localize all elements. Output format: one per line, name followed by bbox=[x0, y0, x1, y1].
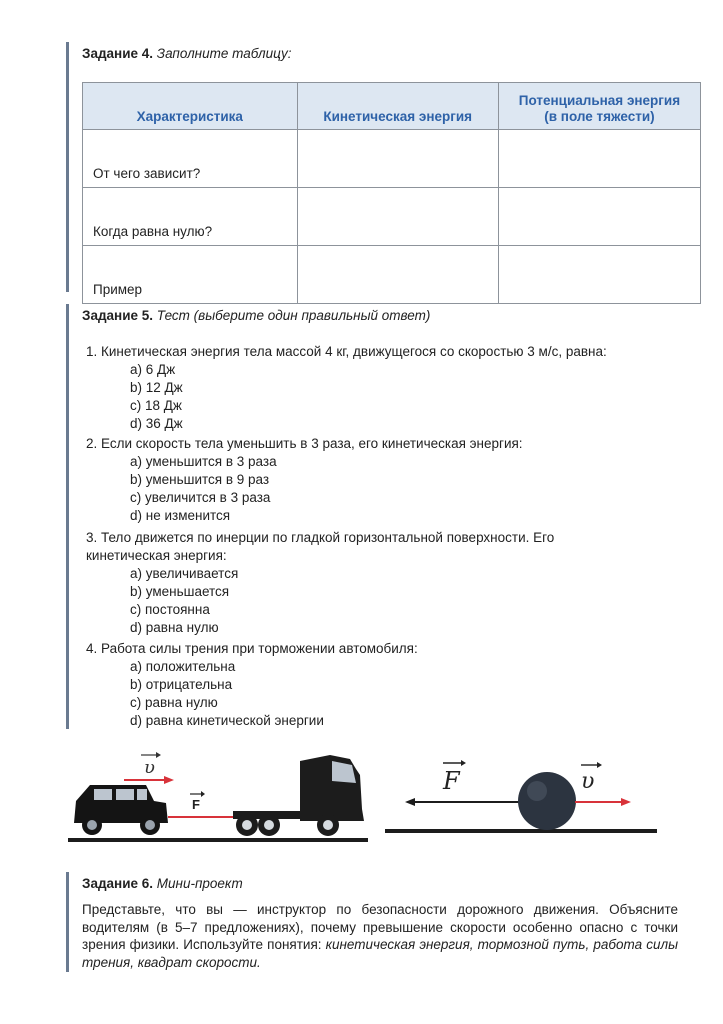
velocity-symbol-left: υ bbox=[144, 757, 155, 778]
ball bbox=[518, 772, 576, 830]
answer-option[interactable]: c) увеличится в 3 раза bbox=[130, 490, 271, 505]
road-line bbox=[68, 838, 368, 842]
velocity-symbol: υ bbox=[581, 769, 595, 794]
row-label: Когда равна нулю? bbox=[83, 188, 298, 246]
task5-title: Задание 5. Тест (выберите один правильный ответ) bbox=[82, 308, 431, 323]
row-label: От чего зависит? bbox=[83, 130, 298, 188]
question-1: 1. Кинетическая энергия тела массой 4 кг, движущегося со скоростью 3 м/с, равна: a) 6 Дж b) 12 Дж c) 18 Дж d) 36 Дж bbox=[86, 343, 686, 433]
surface-line bbox=[385, 829, 657, 833]
answer-option[interactable]: a) уменьшится в 3 раза bbox=[130, 454, 277, 469]
force-arrow-head bbox=[405, 798, 415, 806]
answer-option[interactable]: c) равна нулю bbox=[130, 695, 218, 710]
force-symbol: F bbox=[443, 767, 460, 795]
velocity-arrow-head bbox=[621, 798, 631, 806]
task6-text: Представьте, что вы — инструктор по безопасности дорожного движения. Объясните водителям (в 5–7 предложениях), почему превышение скорости особенно опасно с точки зрения физики. Используйте понятия: кинетическая энергия, тормозной путь, работа силы трения, квадрат скорости. bbox=[82, 902, 679, 970]
suv-car bbox=[74, 785, 168, 835]
answer-option[interactable]: a) положительна bbox=[130, 659, 236, 674]
task4-table bbox=[82, 82, 701, 304]
velocity-arrow-head-small bbox=[156, 752, 161, 758]
empty-cell[interactable] bbox=[297, 188, 498, 246]
empty-cell[interactable] bbox=[498, 130, 700, 188]
truck bbox=[233, 755, 364, 836]
ball-illustration bbox=[385, 755, 657, 845]
answer-option[interactable]: d) не изменится bbox=[130, 508, 231, 523]
question-3: 3. Тело движется по инерции по гладкой горизонтальной поверхности. Его кинетическая энергия: a) увеличивается b) уменьшается c) постоянна d) равна нулю bbox=[86, 529, 606, 637]
answer-option[interactable]: b) уменьшается bbox=[130, 584, 230, 599]
header-potential: Потенциальная энергия (в поле тяжести) bbox=[498, 83, 700, 130]
header-characteristic: Характеристика bbox=[83, 83, 298, 130]
car-truck-illustration bbox=[68, 745, 368, 845]
table-row bbox=[83, 246, 701, 304]
force-arrow-head-small bbox=[201, 791, 205, 797]
task4-title: Задание 4. Заполните таблицу: bbox=[82, 46, 292, 61]
question-4: 4. Работа силы трения при торможении автомобиля: a) положительна b) отрицательна c) равна нулю d) равна кинетической энергии bbox=[86, 640, 686, 730]
answer-option[interactable]: c) постоянна bbox=[130, 602, 210, 617]
task5-accent-bar bbox=[66, 304, 69, 729]
answer-option[interactable]: b) отрицательна bbox=[130, 677, 233, 692]
answer-option[interactable]: c) 18 Дж bbox=[130, 398, 182, 413]
header-kinetic: Кинетическая энергия bbox=[297, 83, 498, 130]
empty-cell[interactable] bbox=[297, 130, 498, 188]
force-symbol-left: F bbox=[192, 797, 200, 812]
empty-cell[interactable] bbox=[498, 188, 700, 246]
ball-highlight bbox=[527, 781, 547, 801]
table-row bbox=[83, 188, 701, 246]
answer-option[interactable]: d) 36 Дж bbox=[130, 416, 183, 431]
table-header-row bbox=[83, 83, 701, 130]
task6-title: Задание 6. Мини-проект bbox=[82, 876, 243, 891]
empty-cell[interactable] bbox=[498, 246, 700, 304]
empty-cell[interactable] bbox=[297, 246, 498, 304]
question-2: 2. Если скорость тела уменьшить в 3 раза, его кинетическая энергия: a) уменьшится в 3 раза b) уменьшится в 9 раз c) увеличится в 3 раза d) не изменится bbox=[86, 435, 686, 525]
table-row bbox=[83, 130, 701, 188]
answer-option[interactable]: d) равна кинетической энергии bbox=[130, 713, 324, 728]
force-over-arrow-head bbox=[461, 760, 466, 766]
answer-option[interactable]: a) 6 Дж bbox=[130, 362, 176, 377]
answer-option[interactable]: d) равна нулю bbox=[130, 620, 219, 635]
row-label: Пример bbox=[83, 246, 298, 304]
velocity-over-arrow-head bbox=[597, 762, 602, 768]
answer-option[interactable]: a) увеличивается bbox=[130, 566, 239, 581]
task6-accent-bar bbox=[66, 872, 69, 972]
task4-accent-bar bbox=[66, 42, 69, 292]
velocity-arrow-head bbox=[164, 776, 174, 784]
answer-option[interactable]: b) уменьшится в 9 раз bbox=[130, 472, 270, 487]
answer-option[interactable]: b) 12 Дж bbox=[130, 380, 183, 395]
